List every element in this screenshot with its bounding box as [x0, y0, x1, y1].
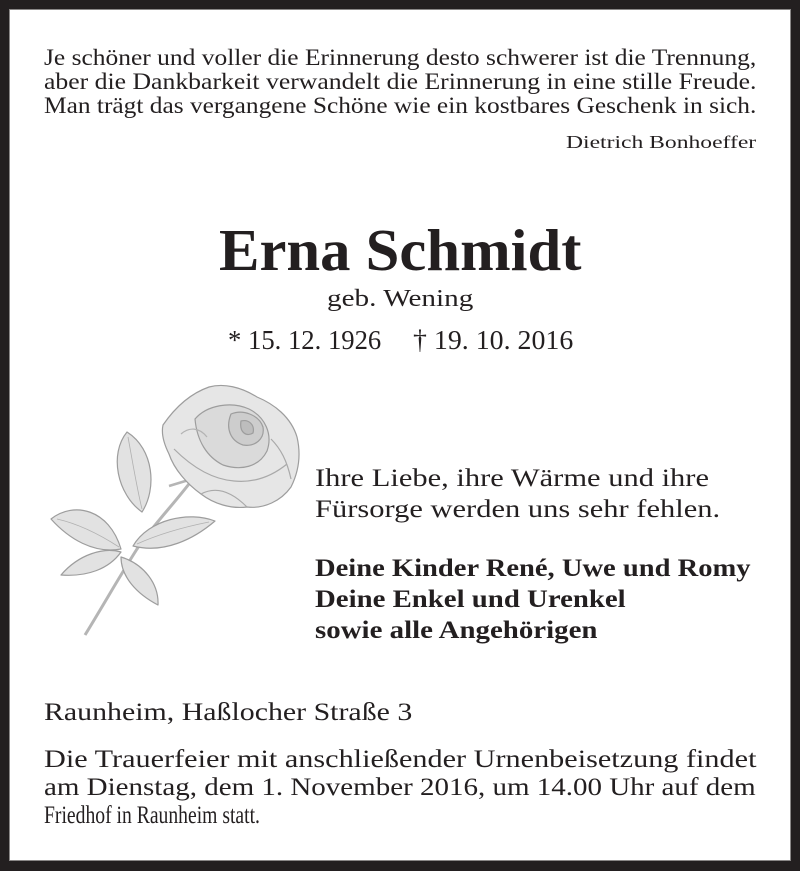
obituary-notice [9, 9, 791, 861]
ceremony-line: Die Trauerfeier mit anschließender Urnenbeisetzung findet [44, 746, 757, 773]
quote-line: aber die Dankbarkeit verwandelt die Erinnerung in eine stille Freude. [44, 69, 757, 94]
ceremony-line: Friedhof in Raunheim statt. [44, 802, 260, 829]
deceased-name: Erna Schmidt [219, 217, 582, 283]
mourners-line: Deine Enkel und Urenkel [315, 586, 626, 613]
birth-star-icon: * [228, 325, 242, 355]
rose-icon [45, 377, 307, 643]
mourners-line: sowie alle Angehörigen [315, 617, 598, 644]
birth-date [228, 327, 381, 354]
death-date [413, 327, 573, 354]
birth-date-value: 15. 12. 1926 [247, 325, 382, 355]
quote-line: Man trägt das vergangene Schöne wie ein kostbares Geschenk in sich. [44, 93, 757, 118]
quote-author: Dietrich Bonhoeffer [566, 132, 757, 152]
mourners-line: Deine Kinder René, Uwe und Romy [315, 555, 751, 582]
address: Raunheim, Haßlocher Straße 3 [44, 699, 413, 726]
death-date-value: 19. 10. 2016 [433, 325, 574, 355]
tribute-line: Fürsorge werden uns sehr fehlen. [315, 496, 721, 523]
ceremony-line: am Dienstag, dem 1. November 2016, um 14.00 Uhr auf dem [44, 774, 756, 801]
quote-line: Je schöner und voller die Erinnerung desto schwerer ist die Trennung, [44, 45, 757, 70]
tribute-line: Ihre Liebe, ihre Wärme und ihre [315, 465, 709, 492]
death-cross-icon: † [413, 325, 427, 355]
maiden-name: geb. Wening [327, 286, 474, 312]
